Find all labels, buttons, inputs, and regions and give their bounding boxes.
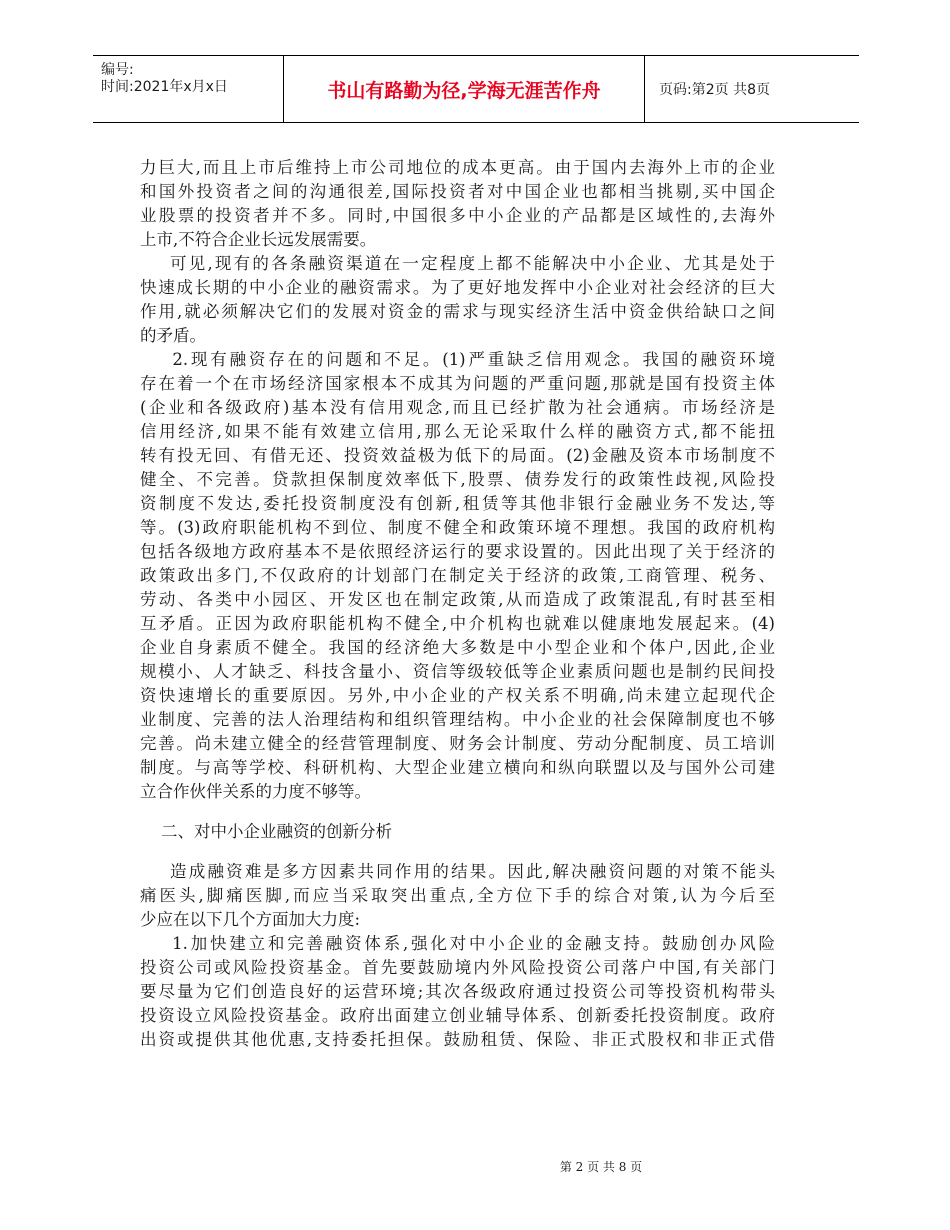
text-line: 可见,现有的各条融资渠道在一定程度上都不能解决中小企业、尤其是处于 [140,254,775,273]
text-line: 立合作伙伴关系的力度不够等。 [140,782,371,801]
paragraph [140,156,775,252]
text-line: 企业自身素质不健全。我国的经济绝大多数是中小型企业和个体户,因此,企业 [140,638,775,657]
text-line: 制度。与高等学校、科研机构、大型企业建立横向和纵向联盟以及与国外公司建 [140,758,775,777]
header-page-info: 页码:第2页 共8页 [659,82,770,98]
paragraph [140,932,775,1052]
text-line: 造成融资难是多方因素共同作用的结果。因此,解决融资问题的对策不能头 [140,862,775,881]
text-line: 资制度不发达,委托投资制度没有创新,租赁等其他非银行金融业务不发达,等 [140,494,775,513]
header-motto: 书山有路勤为径,学海无涯苦作舟 [283,56,645,122]
text-line: 互矛盾。正因为政府职能机构不健全,中介机构也就难以健康地发展起来。(4) [140,614,775,633]
page-footer [0,1158,950,1175]
document-number-label: 编号: [101,62,134,78]
header-meta [93,56,283,122]
text-line: 完善。尚未建立健全的经营管理制度、财务会计制度、劳动分配制度、员工培训 [140,734,775,753]
text-line: 快速成长期的中小企业的融资需求。为了更好地发挥中小企业对社会经济的巨大 [140,278,775,297]
text-line: 2.现有融资存在的问题和不足。(1)严重缺乏信用观念。我国的融资环境 [140,350,775,369]
text-line: 包括各级地方政府基本不是依照经济运行的要求设置的。因此出现了关于经济的 [140,542,775,561]
document-date: 时间:2021年x月x日 [101,79,228,95]
text-line: 资快速增长的重要原因。另外,中小企业的产权关系不明确,尚未建立起现代企 [140,686,775,705]
text-line: 的矛盾。 [140,326,206,345]
page-header [93,55,859,123]
text-line: 出资或提供其他优惠,支持委托担保。鼓励租赁、保险、非正式股权和非正式借 [140,1030,775,1049]
text-line: 投资设立风险投资基金。政府出面建立创业辅导体系、创新委托投资制度。政府 [140,1006,775,1025]
text-line: 要尽量为它们创造良好的运营环境;其次各级政府通过投资公司等投资机构带头 [140,982,775,1001]
paragraph [140,252,775,348]
text-line: 劳动、各类中小园区、开发区也在制定政策,从而造成了政策混乱,有时甚至相 [140,590,775,609]
text-line: 等。(3)政府职能机构不到位、制度不健全和政策环境不理想。我国的政府机构 [140,518,775,537]
text-line: 政策政出多门,不仅政府的计划部门在制定关于经济的政策,工商管理、税务、 [140,566,775,585]
text-line: (企业和各级政府)基本没有信用观念,而且已经扩散为社会通病。市场经济是 [140,398,775,417]
footer-page-number: 第 2 页 共 8 页 [559,1160,643,1174]
text-line: 投资公司或风险投资基金。首先要鼓励境内外风险投资公司落户中国,有关部门 [140,958,775,977]
text-line: 存在着一个在市场经济国家根本不成其为问题的严重问题,那就是国有投资主体 [140,374,775,393]
text-line: 上市,不符合企业长远发展需要。 [140,230,377,249]
text-line: 1.加快建立和完善融资体系,强化对中小企业的金融支持。鼓励创办风险 [140,934,775,953]
text-line: 信用经济,如果不能有效建立信用,那么无论采取什么样的融资方式,都不能扭 [140,422,775,441]
text-line: 健全、不完善。贷款担保制度效率低下,股票、债券发行的政策性歧视,风险投 [140,470,775,489]
text-line: 力巨大,而且上市后维持上市公司地位的成本更高。由于国内去海外上市的企业 [140,158,775,177]
text-line: 痛医头,脚痛医脚,而应当采取突出重点,全方位下手的综合对策,认为今后至 [140,886,775,905]
section-heading: 二、对中小企业融资的创新分析 [140,822,392,841]
paragraph [140,348,775,804]
text-line: 业股票的投资者并不多。同时,中国很多中小企业的产品都是区域性的,去海外 [140,206,775,225]
text-line: 作用,就必须解决它们的发展对资金的需求与现实经济生活中资金供给缺口之间 [140,302,775,321]
text-line: 和国外投资者之间的沟通很差,国际投资者对中国企业也都相当挑剔,买中国企 [140,182,775,201]
paragraph [140,860,775,932]
text-line: 业制度、完善的法人治理结构和组织管理结构。中小企业的社会保障制度也不够 [140,710,775,729]
text-line: 规模小、人才缺乏、科技含量小、资信等级较低等企业素质问题也是制约民间投 [140,662,775,681]
text-line: 少应在以下几个方面加大力度: [140,910,361,929]
document-body [140,156,775,1052]
text-line: 转有投无回、有借无还、投资效益极为低下的局面。(2)金融及资本市场制度不 [140,446,775,465]
